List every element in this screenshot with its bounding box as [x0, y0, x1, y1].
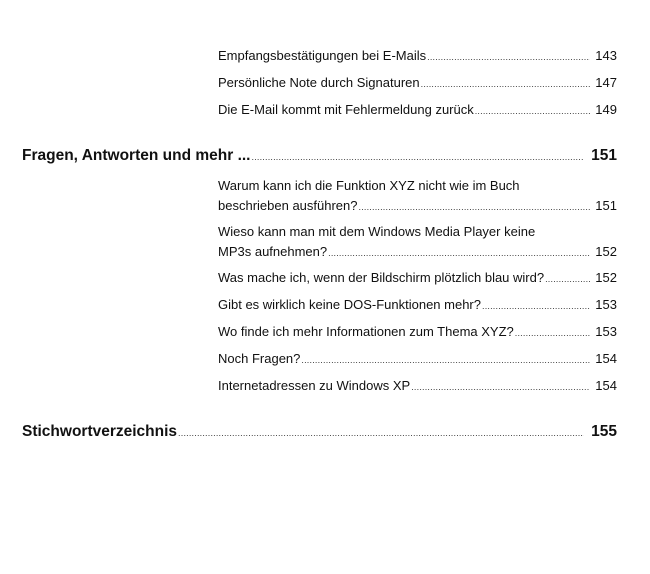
leader-dots	[359, 198, 591, 217]
toc-entry-title: Die E-Mail kommt mit Fehlermeldung zurück	[218, 102, 474, 117]
leader-dots	[482, 297, 590, 316]
toc-entry-title-line1: Warum kann ich die Funktion XYZ nicht wie im Buch	[218, 178, 520, 193]
toc-entry	[218, 176, 617, 217]
toc-entry-title: Was mache ich, wenn der Bildschirm plötzlich blau wird?	[218, 270, 545, 285]
toc-entry-title: Internetadressen zu Windows XP	[218, 378, 411, 393]
leader-dots	[178, 424, 584, 443]
toc-entry	[218, 376, 617, 397]
toc-entry-page: 152	[595, 270, 617, 285]
toc-entry	[218, 268, 617, 289]
toc-entry-title: Empfangsbestätigungen bei E-Mails	[218, 48, 427, 63]
leader-dots	[545, 270, 590, 289]
toc-entry-title: Wo finde ich mehr Informationen zum Thema XYZ?	[218, 324, 514, 339]
toc-chapter-title: Fragen, Antworten und mehr ...	[22, 147, 251, 164]
toc-entry-page: 153	[595, 324, 617, 339]
toc-entry-page: 153	[595, 297, 617, 312]
toc-entry	[218, 222, 617, 263]
leader-dots	[301, 351, 590, 370]
toc-entry-page: 154	[595, 351, 617, 366]
leader-dots	[411, 378, 590, 397]
leader-dots	[421, 75, 590, 94]
leader-dots	[252, 148, 585, 167]
toc-entry-title: beschrieben ausführen?	[218, 198, 358, 213]
toc-chapter	[22, 422, 617, 443]
toc-entry	[218, 295, 617, 316]
toc-entry-page: 147	[595, 75, 617, 90]
toc-entry-page: 154	[595, 378, 617, 393]
toc-entry	[218, 322, 617, 343]
toc-entry-title-line1: Wieso kann man mit dem Windows Media Player keine	[218, 224, 536, 239]
toc-entry	[218, 100, 617, 121]
toc-entry	[218, 46, 617, 67]
toc-entry-title: Gibt es wirklich keine DOS-Funktionen mehr?	[218, 297, 481, 312]
toc-entry-page: 143	[595, 48, 617, 63]
toc-entry	[218, 349, 617, 370]
toc-entry-page: 151	[595, 198, 617, 213]
toc-chapter-title: Stichwortverzeichnis	[22, 423, 178, 440]
leader-dots	[328, 244, 590, 263]
toc-chapter-page: 155	[591, 423, 617, 440]
leader-dots	[515, 324, 590, 343]
toc-entry	[218, 73, 617, 94]
toc-entry-page: 152	[595, 244, 617, 259]
toc-entry-page: 149	[595, 102, 617, 117]
toc-chapter	[22, 146, 617, 167]
toc-chapter-page: 151	[591, 147, 617, 164]
leader-dots	[475, 102, 590, 121]
toc-entry-title: Noch Fragen?	[218, 351, 301, 366]
leader-dots	[427, 48, 590, 67]
toc-entry-title: Persönliche Note durch Signaturen	[218, 75, 420, 90]
toc-entry-title: MP3s aufnehmen?	[218, 244, 328, 259]
